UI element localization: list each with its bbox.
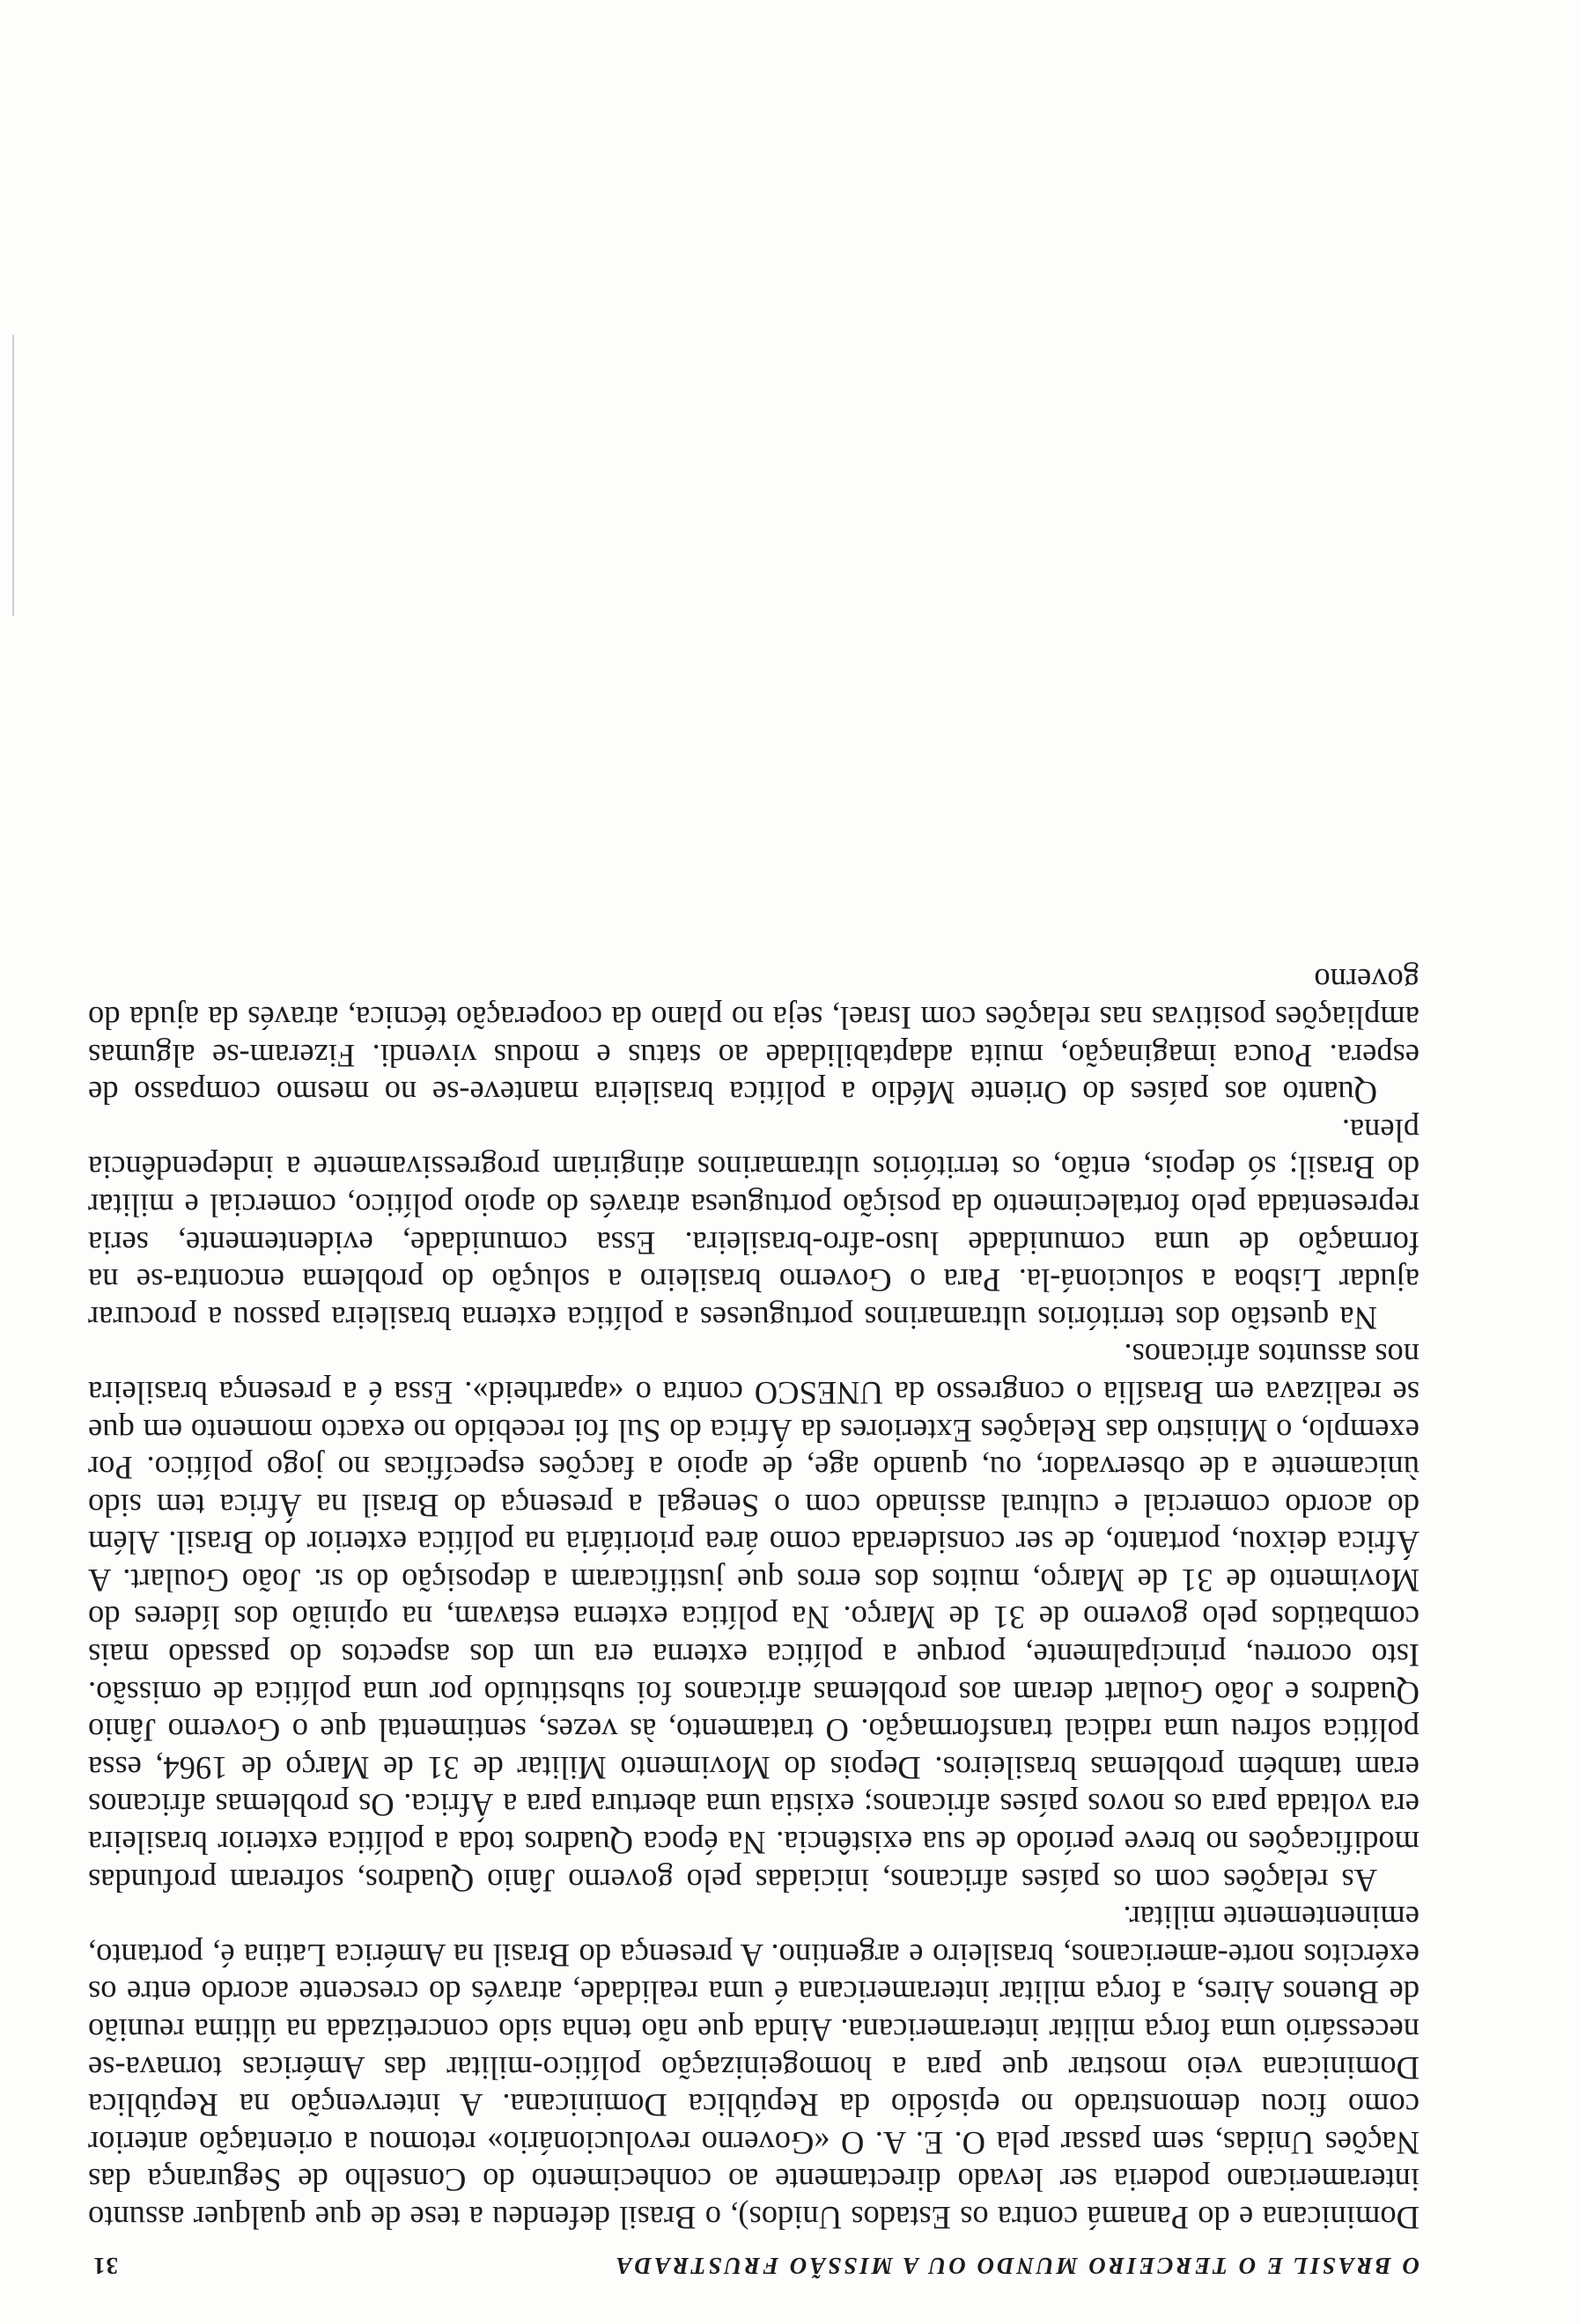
paragraph-3: Na questão dos territórios ultramarinos portugueses a política externa brasileira passou a procurar ajudar Lisboa a solucioná-la. Para o Governo brasileiro a solução do problema encontra-se na formação de uma comunidade luso-afro-brasileira. Essa comunidade, evidentemente, seria representada pelo fortalecimento da posição portuguesa através do apoio político, comercial e militar do Brasil; só depois, então, os territórios ultramarinos atingiriam progressivamente a independência plena.: [88, 1112, 1419, 1336]
scan-margin-line: [12, 335, 14, 616]
running-head-title: O BRASIL E O TERCEIRO MUNDO OU A MISSÃO FRUSTRADA: [613, 2253, 1419, 2279]
running-head: [92, 2244, 1419, 2279]
page-number: 31: [92, 2253, 118, 2279]
paragraph-2: As relações com os países africanos, iniciadas pelo governo Jânio Quadros, sofreram profundas modificações no breve período de sua existência. Na época Quadros toda a política exterior brasileira era voltada para os novos países africanos; existia uma abertura para a África. Os problemas africanos eram também problemas brasileiros. Depois do Movimento Militar de 31 de Março de 1964, essa política sofreu uma radical transformação. O tratamento, às vezes, sentimental que o Governo Jânio Quadros e João Goulart deram aos problemas africanos foi substituído por uma política de omissão. Isto ocorreu, principalmente, porque a política externa era um dos aspectos do passado mais combatidos pelo governo de 31 de Março. Na política externa estavam, na opinião dos líderes do Movimento de 31 de Março, muitos dos erros que justificaram a deposição do sr. João Goulart. A África deixou, portanto, de ser considerada como área prioritária na política exterior do Brasil. Além do acordo comercial e cultural assinado com o Senegal a presença do Brasil na África tem sido ùnicamente a de observador, ou, quando age, de apoio a facções específicas no jogo político. Por exemplo, o Ministro das Relações Exteriores da África do Sul foi recebido no exacto momento em que se realizava em Brasília o congresso da UNESCO contra o «apartheid». Essa é a presença brasileira nos assuntos africanos.: [88, 1337, 1419, 1899]
paragraph-1: Dominicana e do Panamá contra os Estados Unidos), o Brasil defendeu a tese de que qualquer assunto interamericano poderia ser levado directamente ao conhecimento do Conselho de Segurança das Nações Unidas, sem passar pela O. E. A. O «Governo revolucionário» retomou a orientação anterior como ficou demonstrado no episódio da República Dominicana. A intervenção na República Dominicana veio mostrar que para a homogeinização político-militar das Américas tornava-se necessário uma força militar interamericana. Ainda que não tenha sido concretizada na última reunião de Buenos Aires, a força militar interamericana é uma realidade, através do crescente acordo entre os exércitos norte-americanos, brasileiro e argentino. A presença do Brasil na América Latina é, portanto, eminentemente militar.: [88, 1900, 1419, 2236]
body-text: [88, 961, 1419, 2236]
paragraph-4: Quanto aos países do Oriente Médio a política brasileira manteve-se no mesmo compasso de espera. Pouca imaginação, muita adaptabilidade ao status e modus vivendi. Fizeram-se algumas ampliações positivas nas relações com Israel, seja no plano da cooperação técnica, através da ajuda do governo: [88, 962, 1419, 1112]
